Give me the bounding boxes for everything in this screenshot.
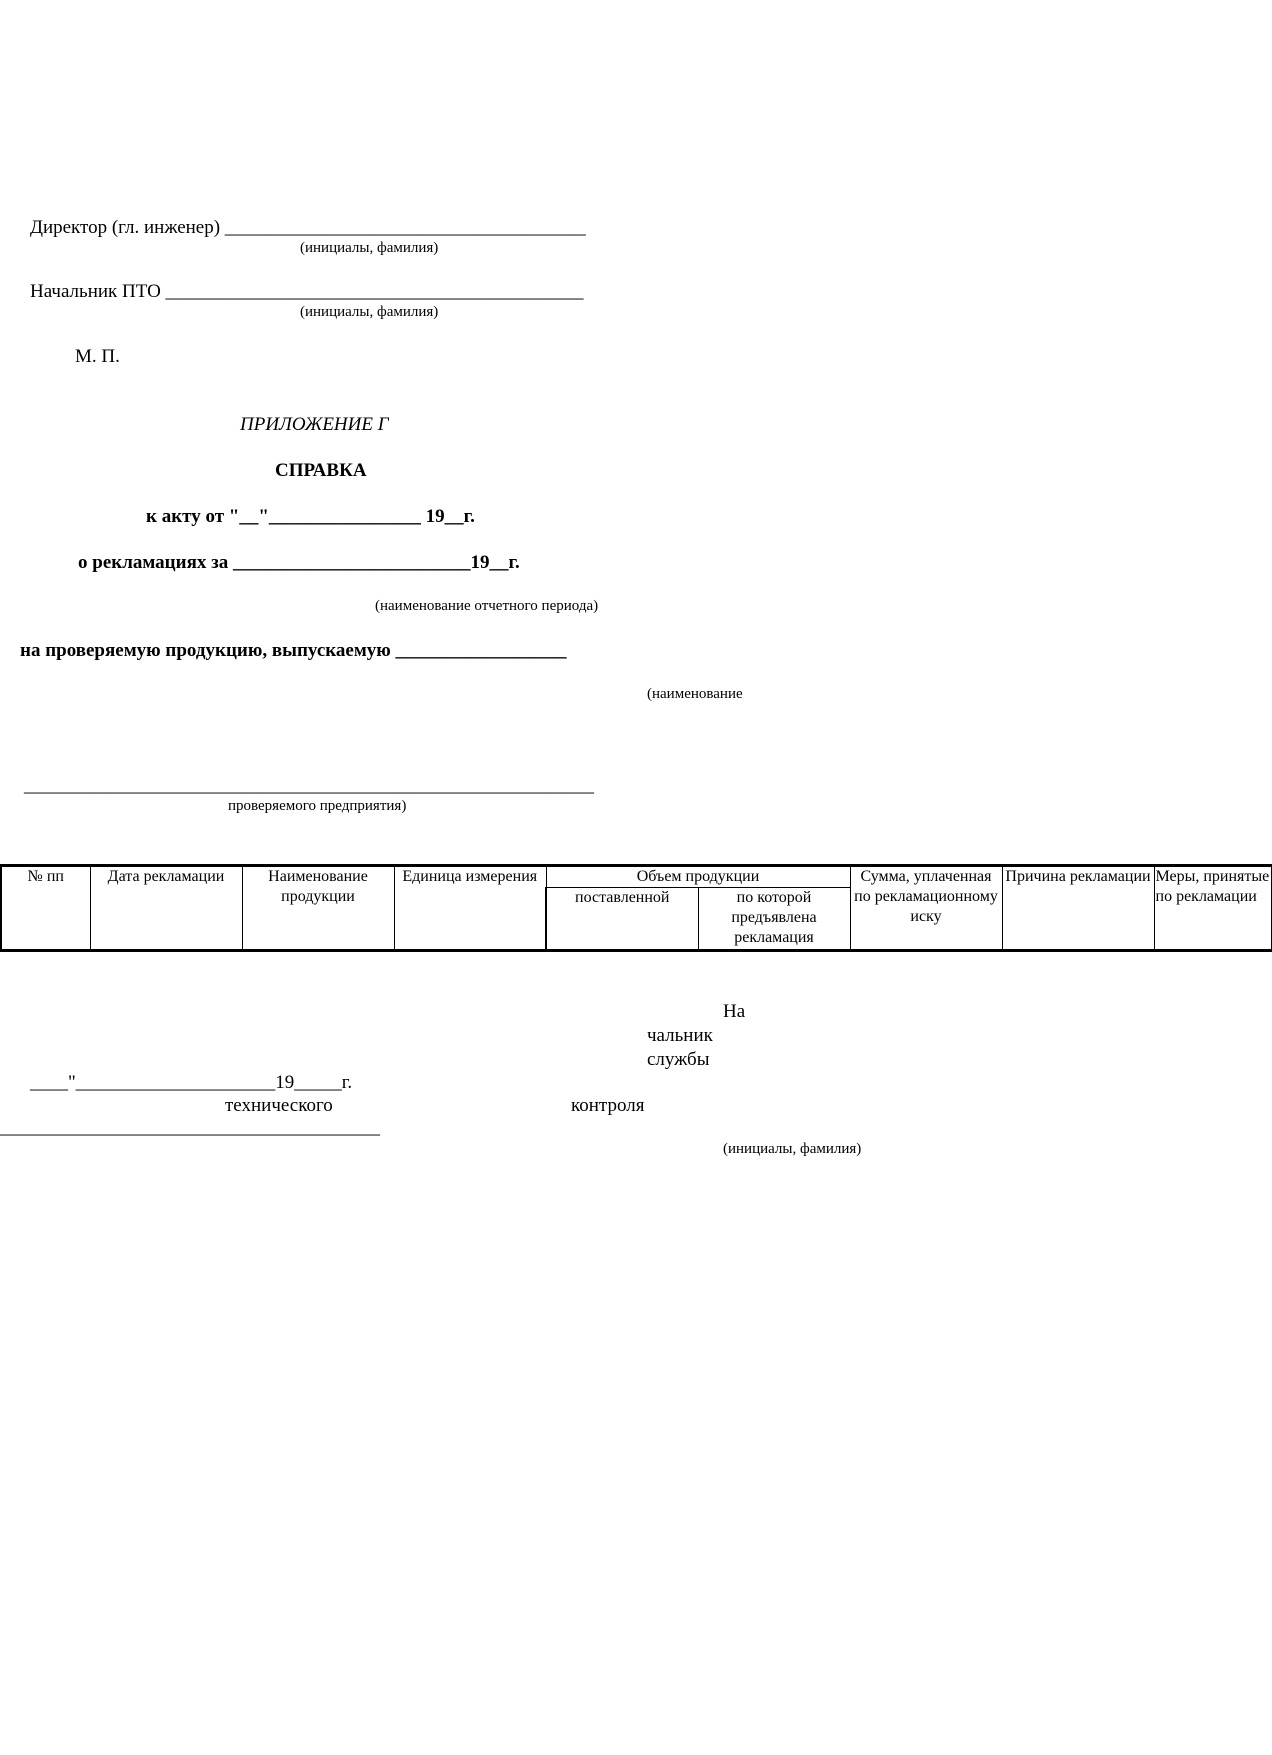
col-claimed-header: по которой предъявлена рекламация [698, 888, 850, 951]
act-date-line: к акту от "__"________________ 19__г. [146, 506, 475, 527]
qc-technical-word: технического [225, 1095, 333, 1116]
name-caption-vertical: (наименование [647, 686, 743, 702]
product-line: на проверяемую продукцию, выпускаемую __________________ [20, 640, 567, 661]
seal-mark: М. П. [75, 346, 120, 367]
enterprise-caption: проверяемого предприятия) [228, 798, 407, 814]
col-measures-header: Меры, принятые по рекламации [1154, 866, 1271, 951]
col-amount-header: Сумма, уплаченная по рекламационному иску [850, 866, 1002, 951]
qc-control-word: контроля [571, 1095, 645, 1116]
pto-head-signature-line: Начальник ПТО ____________________________________________ [30, 281, 584, 302]
col-delivered-header: поставленной [546, 888, 698, 951]
col-unit-header: Единица измерения [394, 866, 546, 951]
enterprise-underline: ____________________________________________________________ [24, 775, 594, 796]
appendix-title: ПРИЛОЖЕНИЕ Г [240, 414, 389, 435]
col-number-header: № пп [1, 866, 90, 951]
certificate-heading: СПРАВКА [275, 460, 367, 481]
report-date-line [30, 1072, 352, 1094]
col-volume-group-header: Объем продукции [546, 866, 850, 888]
qc-head-title-3: службы [647, 1049, 710, 1070]
pto-head-caption: (инициалы, фамилия) [300, 304, 439, 320]
period-caption: (наименование отчетного периода) [375, 598, 599, 614]
claims-table [0, 864, 1272, 952]
director-caption: (инициалы, фамилия) [300, 240, 439, 256]
period-line: о рекламациях за _________________________19__г. [78, 552, 520, 573]
qc-caption: (инициалы, фамилия) [723, 1141, 862, 1157]
col-reason-header: Причина рекламации [1002, 866, 1154, 951]
date-line-text: ____"_____________________19_____г. [30, 1072, 353, 1093]
director-signature-line: Директор (гл. инженер) ______________________________________ [30, 217, 586, 238]
col-claim-date-header: Дата рекламации [90, 866, 242, 951]
col-product-name-header: Наименование продукции [242, 866, 394, 951]
qc-signature-underline: ________________________________________ [0, 1117, 380, 1138]
qc-head-title-2: чальник [647, 1025, 713, 1046]
qc-head-title-1: На [723, 1001, 746, 1022]
